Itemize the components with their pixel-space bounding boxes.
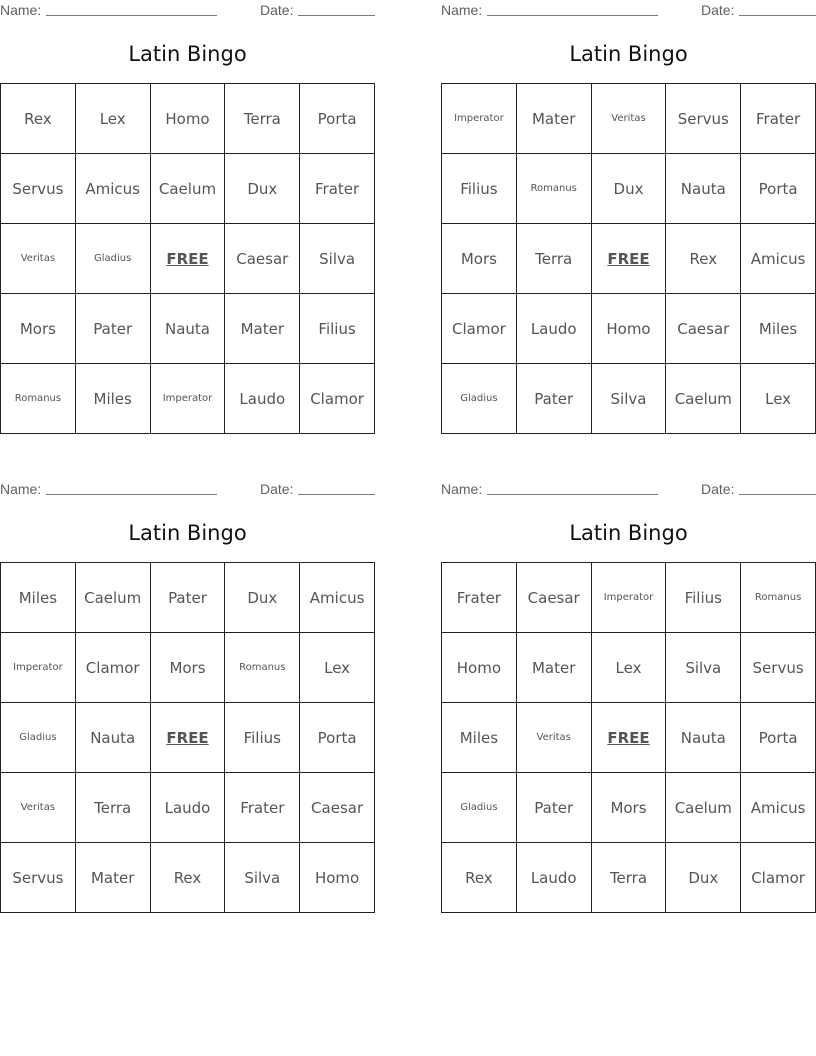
bingo-cell: Romanus	[1, 364, 76, 434]
bingo-cell: Servus	[741, 633, 816, 703]
bingo-cell: Homo	[592, 294, 667, 364]
bingo-cell: Frater	[225, 773, 300, 843]
bingo-cell: Pater	[76, 294, 151, 364]
bingo-cell: Amicus	[741, 224, 816, 294]
bingo-cell: Caesar	[300, 773, 375, 843]
bingo-cell: Terra	[517, 224, 592, 294]
bingo-cell: Clamor	[442, 294, 517, 364]
bingo-cell: Rex	[151, 843, 226, 913]
name-blank-line	[46, 15, 217, 16]
bingo-cell: Silva	[300, 224, 375, 294]
bingo-cell: Caelum	[666, 364, 741, 434]
bingo-cell: Frater	[300, 154, 375, 224]
date-label: Date:	[260, 481, 294, 497]
bingo-cell: Dux	[225, 154, 300, 224]
bingo-cell: Imperator	[442, 84, 517, 154]
bingo-cell: Amicus	[300, 563, 375, 633]
bingo-cell: Gladius	[1, 703, 76, 773]
bingo-cell: Lex	[76, 84, 151, 154]
bingo-cell: Imperator	[592, 563, 667, 633]
bingo-cell: Porta	[300, 703, 375, 773]
name-blank-line	[487, 494, 658, 495]
bingo-cell: Dux	[592, 154, 667, 224]
free-space-cell: FREE	[151, 703, 226, 773]
bingo-cell: Porta	[741, 154, 816, 224]
bingo-cell: Dux	[666, 843, 741, 913]
bingo-cell: Miles	[741, 294, 816, 364]
bingo-grid	[441, 83, 816, 434]
bingo-cell: Imperator	[1, 633, 76, 703]
bingo-grid	[0, 562, 375, 913]
card-title: Latin Bingo	[128, 42, 247, 66]
free-space-cell: FREE	[151, 224, 226, 294]
bingo-cell: Nauta	[151, 294, 226, 364]
bingo-cell: Laudo	[517, 294, 592, 364]
bingo-cell: Miles	[76, 364, 151, 434]
card-title: Latin Bingo	[569, 42, 688, 66]
date-label: Date:	[701, 2, 735, 18]
bingo-cell: Mors	[592, 773, 667, 843]
card-header	[0, 0, 375, 20]
bingo-cell: Lex	[592, 633, 667, 703]
bingo-cell: Frater	[741, 84, 816, 154]
bingo-cell: Pater	[517, 364, 592, 434]
bingo-cell: Rex	[666, 224, 741, 294]
bingo-cell: Silva	[225, 843, 300, 913]
name-label: Name:	[441, 481, 483, 497]
bingo-cell: Nauta	[76, 703, 151, 773]
bingo-cell: Mors	[442, 224, 517, 294]
card-header	[0, 479, 375, 499]
bingo-cell: Mater	[76, 843, 151, 913]
bingo-cell: Imperator	[151, 364, 226, 434]
free-space-cell: FREE	[592, 224, 667, 294]
bingo-cell: Caesar	[517, 563, 592, 633]
free-space-cell: FREE	[592, 703, 667, 773]
bingo-cell: Porta	[741, 703, 816, 773]
bingo-cell: Caesar	[225, 224, 300, 294]
bingo-cell: Romanus	[517, 154, 592, 224]
bingo-cell: Homo	[151, 84, 226, 154]
bingo-cell: Clamor	[300, 364, 375, 434]
bingo-cell: Veritas	[1, 773, 76, 843]
bingo-cell: Mater	[517, 84, 592, 154]
card-title: Latin Bingo	[569, 521, 688, 545]
card-title: Latin Bingo	[128, 521, 247, 545]
bingo-cell: Mater	[225, 294, 300, 364]
bingo-cell: Terra	[592, 843, 667, 913]
bingo-cell: Caesar	[666, 294, 741, 364]
bingo-cell: Rex	[1, 84, 76, 154]
bingo-grid	[441, 562, 816, 913]
name-label: Name:	[441, 2, 483, 18]
bingo-cell: Laudo	[517, 843, 592, 913]
bingo-cell: Lex	[741, 364, 816, 434]
bingo-cell: Mors	[1, 294, 76, 364]
bingo-cell: Caelum	[151, 154, 226, 224]
bingo-cell: Miles	[442, 703, 517, 773]
name-label: Name:	[0, 2, 42, 18]
bingo-cell: Veritas	[1, 224, 76, 294]
bingo-cell: Veritas	[592, 84, 667, 154]
date-blank-line	[298, 494, 375, 495]
bingo-cell: Filius	[300, 294, 375, 364]
bingo-cell: Caelum	[76, 563, 151, 633]
bingo-cell: Caelum	[666, 773, 741, 843]
bingo-cell: Frater	[442, 563, 517, 633]
bingo-cell: Homo	[300, 843, 375, 913]
bingo-cell: Mors	[151, 633, 226, 703]
bingo-cell: Romanus	[225, 633, 300, 703]
bingo-cell: Mater	[517, 633, 592, 703]
name-label: Name:	[0, 481, 42, 497]
bingo-cell: Romanus	[741, 563, 816, 633]
bingo-cell: Amicus	[741, 773, 816, 843]
date-blank-line	[298, 15, 375, 16]
bingo-cell: Nauta	[666, 703, 741, 773]
bingo-cell: Rex	[442, 843, 517, 913]
bingo-cell: Gladius	[442, 773, 517, 843]
bingo-cell: Dux	[225, 563, 300, 633]
bingo-grid	[0, 83, 375, 434]
bingo-cell: Servus	[1, 154, 76, 224]
bingo-cell: Filius	[666, 563, 741, 633]
date-blank-line	[739, 15, 816, 16]
bingo-cell: Terra	[76, 773, 151, 843]
name-blank-line	[46, 494, 217, 495]
card-header	[441, 479, 816, 499]
bingo-cell: Pater	[517, 773, 592, 843]
bingo-cell: Silva	[592, 364, 667, 434]
bingo-cell: Amicus	[76, 154, 151, 224]
bingo-cell: Nauta	[666, 154, 741, 224]
bingo-cell: Pater	[151, 563, 226, 633]
bingo-cell: Servus	[666, 84, 741, 154]
bingo-cell: Terra	[225, 84, 300, 154]
bingo-cell: Homo	[442, 633, 517, 703]
card-header	[441, 0, 816, 20]
date-label: Date:	[701, 481, 735, 497]
bingo-cell: Porta	[300, 84, 375, 154]
bingo-cell: Filius	[442, 154, 517, 224]
date-label: Date:	[260, 2, 294, 18]
bingo-cell: Silva	[666, 633, 741, 703]
bingo-cell: Laudo	[151, 773, 226, 843]
bingo-cell: Gladius	[442, 364, 517, 434]
date-blank-line	[739, 494, 816, 495]
bingo-cell: Laudo	[225, 364, 300, 434]
bingo-cell: Lex	[300, 633, 375, 703]
bingo-cell: Gladius	[76, 224, 151, 294]
bingo-cell: Servus	[1, 843, 76, 913]
bingo-cell: Miles	[1, 563, 76, 633]
bingo-cell: Clamor	[741, 843, 816, 913]
bingo-cell: Veritas	[517, 703, 592, 773]
name-blank-line	[487, 15, 658, 16]
bingo-cell: Clamor	[76, 633, 151, 703]
bingo-cell: Filius	[225, 703, 300, 773]
